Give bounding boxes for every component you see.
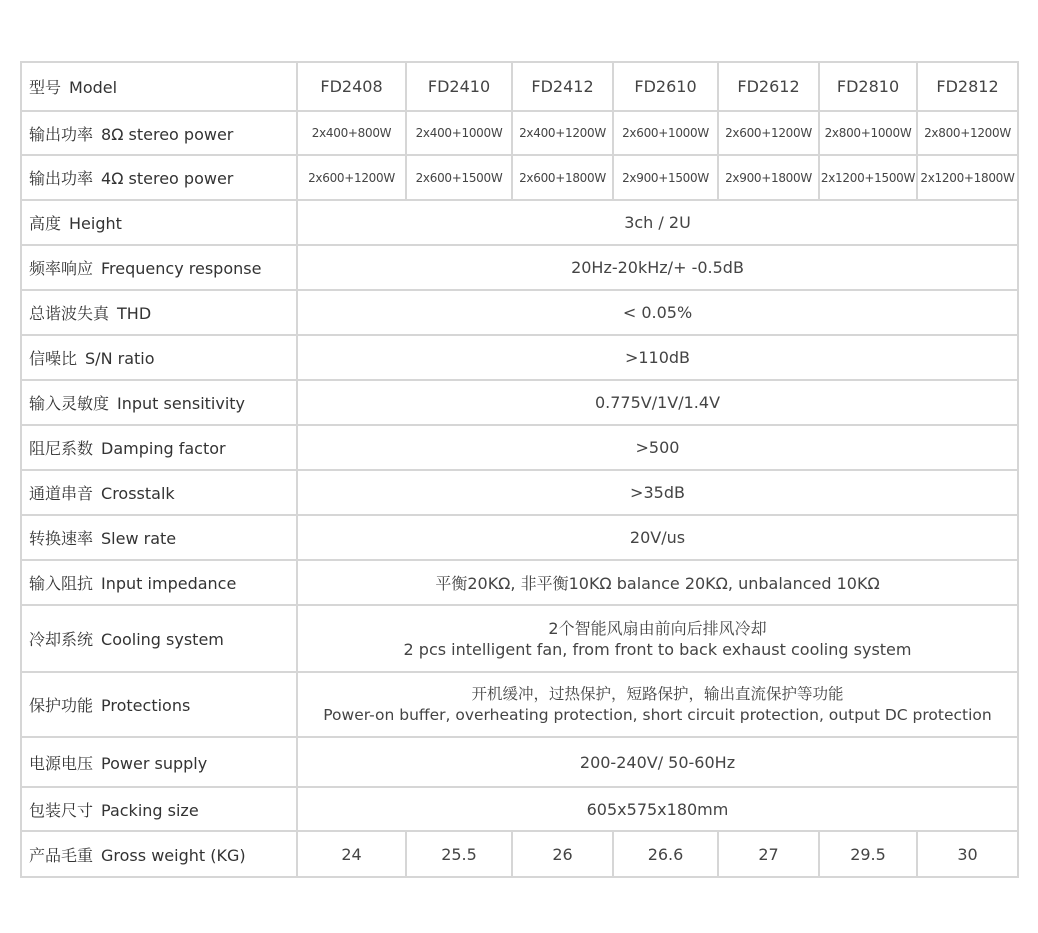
row-label-protections	[21, 672, 297, 737]
row-label-power-8ohm	[21, 111, 297, 155]
label-cn: 阻尼系数	[29, 439, 94, 458]
row-label-sensitivity	[21, 380, 297, 425]
damping-value: >500	[297, 425, 1018, 470]
label-cn: 转换速率	[29, 529, 94, 548]
power-8ohm-cell: 2x400+1200W	[512, 111, 613, 155]
power-4ohm-cell: 2x600+1500W	[406, 155, 512, 200]
label-cn: 输入灵敏度	[29, 394, 110, 413]
frequency-value: 20Hz-20kHz/+ -0.5dB	[297, 245, 1018, 290]
label-cn: 通道串音	[29, 484, 94, 503]
model-header-cell: FD2408	[297, 62, 406, 111]
row-label-cooling	[21, 605, 297, 672]
table-row-protections	[21, 672, 1018, 737]
table-row-power-8ohm	[21, 111, 1018, 155]
protections-value-cn: 开机缓冲，过热保护，短路保护，输出直流保护等功能	[471, 684, 844, 703]
impedance-value: 平衡20KΩ, 非平衡10KΩ balance 20KΩ, unbalanced 10KΩ	[297, 560, 1018, 605]
snr-value: >110dB	[297, 335, 1018, 380]
power-4ohm-cell: 2x900+1800W	[718, 155, 819, 200]
table-row-sensitivity	[21, 380, 1018, 425]
table-row-height	[21, 200, 1018, 245]
power-supply-value: 200-240V/ 50-60Hz	[297, 737, 1018, 787]
cooling-value-en: 2 pcs intelligent fan, from front to back exhaust cooling system	[403, 639, 912, 659]
weight-cell: 30	[917, 831, 1018, 877]
label-cn: 保护功能	[29, 696, 94, 715]
table-row-model	[21, 62, 1018, 111]
row-label-damping	[21, 425, 297, 470]
row-label-weight	[21, 831, 297, 877]
table-row-impedance	[21, 560, 1018, 605]
label-cn: 输出功率	[29, 169, 94, 188]
row-label-crosstalk	[21, 470, 297, 515]
power-8ohm-cell: 2x400+800W	[297, 111, 406, 155]
model-header-cell: FD2412	[512, 62, 613, 111]
power-4ohm-cell: 2x1200+1800W	[917, 155, 1018, 200]
weight-cell: 27	[718, 831, 819, 877]
protections-value-en: Power-on buffer, overheating protection, short circuit protection, output DC protection	[323, 705, 992, 724]
slew-value: 20V/us	[297, 515, 1018, 560]
weight-cell: 29.5	[819, 831, 917, 877]
row-label-impedance	[21, 560, 297, 605]
label-en: 4Ω stereo power	[101, 169, 234, 188]
packing-value: 605x575x180mm	[297, 787, 1018, 831]
table-row-slew	[21, 515, 1018, 560]
protections-value	[297, 672, 1018, 737]
label-en: Damping factor	[101, 439, 226, 458]
weight-cell: 25.5	[406, 831, 512, 877]
thd-value: < 0.05%	[297, 290, 1018, 335]
label-en: S/N ratio	[85, 349, 155, 368]
table-row-weight	[21, 831, 1018, 877]
row-label-slew	[21, 515, 297, 560]
label-cn: 型号	[29, 78, 62, 97]
model-header-cell: FD2612	[718, 62, 819, 111]
row-label-power-supply	[21, 737, 297, 787]
row-label-snr	[21, 335, 297, 380]
label-en: 8Ω stereo power	[101, 124, 234, 144]
row-label-thd	[21, 290, 297, 335]
table-row-frequency	[21, 245, 1018, 290]
table-row-snr	[21, 335, 1018, 380]
table-row-crosstalk	[21, 470, 1018, 515]
label-en: Height	[69, 214, 122, 233]
weight-cell: 26	[512, 831, 613, 877]
label-en: Model	[69, 78, 118, 97]
weight-cell: 26.6	[613, 831, 718, 877]
model-header-cell: FD2410	[406, 62, 512, 111]
label-en: Slew rate	[101, 529, 177, 548]
label-cn: 输出功率	[29, 124, 94, 144]
label-en: Protections	[101, 696, 191, 715]
power-4ohm-cell: 2x900+1500W	[613, 155, 718, 200]
row-label-model	[21, 62, 297, 111]
row-label-power-4ohm	[21, 155, 297, 200]
table-row-packing	[21, 787, 1018, 831]
label-en: Packing size	[101, 800, 199, 820]
power-8ohm-cell: 2x600+1200W	[718, 111, 819, 155]
label-en: Crosstalk	[101, 484, 175, 503]
table-row-power-4ohm	[21, 155, 1018, 200]
sensitivity-value: 0.775V/1V/1.4V	[297, 380, 1018, 425]
model-header-cell: FD2812	[917, 62, 1018, 111]
label-en: Input sensitivity	[117, 394, 246, 413]
power-8ohm-cell: 2x800+1000W	[819, 111, 917, 155]
power-8ohm-cell: 2x800+1200W	[917, 111, 1018, 155]
weight-cell: 24	[297, 831, 406, 877]
row-label-height	[21, 200, 297, 245]
power-4ohm-cell: 2x1200+1500W	[819, 155, 917, 200]
cooling-value-cn: 2个智能风扇由前向后排风冷却	[548, 618, 767, 638]
label-cn: 总谐波失真	[29, 304, 110, 323]
table-row-thd	[21, 290, 1018, 335]
table-row-power-supply	[21, 737, 1018, 787]
model-header-cell: FD2610	[613, 62, 718, 111]
power-8ohm-cell: 2x400+1000W	[406, 111, 512, 155]
height-value: 3ch / 2U	[297, 200, 1018, 245]
label-cn: 频率响应	[29, 259, 94, 278]
table-row-damping	[21, 425, 1018, 470]
row-label-packing	[21, 787, 297, 831]
cooling-value	[297, 605, 1018, 672]
row-label-frequency	[21, 245, 297, 290]
label-cn: 冷却系统	[29, 630, 94, 649]
spec-table	[20, 61, 1019, 878]
crosstalk-value: >35dB	[297, 470, 1018, 515]
label-cn: 包装尺寸	[29, 800, 94, 820]
label-en: Input impedance	[101, 574, 237, 593]
label-en: Cooling system	[101, 630, 224, 649]
label-cn: 电源电压	[29, 753, 94, 773]
power-8ohm-cell: 2x600+1000W	[613, 111, 718, 155]
model-header-cell: FD2810	[819, 62, 917, 111]
label-cn: 输入阻抗	[29, 574, 94, 593]
label-cn: 信噪比	[29, 349, 78, 368]
table-row-cooling	[21, 605, 1018, 672]
power-4ohm-cell: 2x600+1200W	[297, 155, 406, 200]
label-en: THD	[117, 304, 152, 323]
label-en: Frequency response	[101, 259, 262, 278]
label-cn: 产品毛重	[29, 845, 94, 865]
label-cn: 高度	[29, 214, 62, 233]
power-4ohm-cell: 2x600+1800W	[512, 155, 613, 200]
label-en: Power supply	[101, 753, 208, 773]
label-en: Gross weight (KG)	[101, 845, 246, 865]
